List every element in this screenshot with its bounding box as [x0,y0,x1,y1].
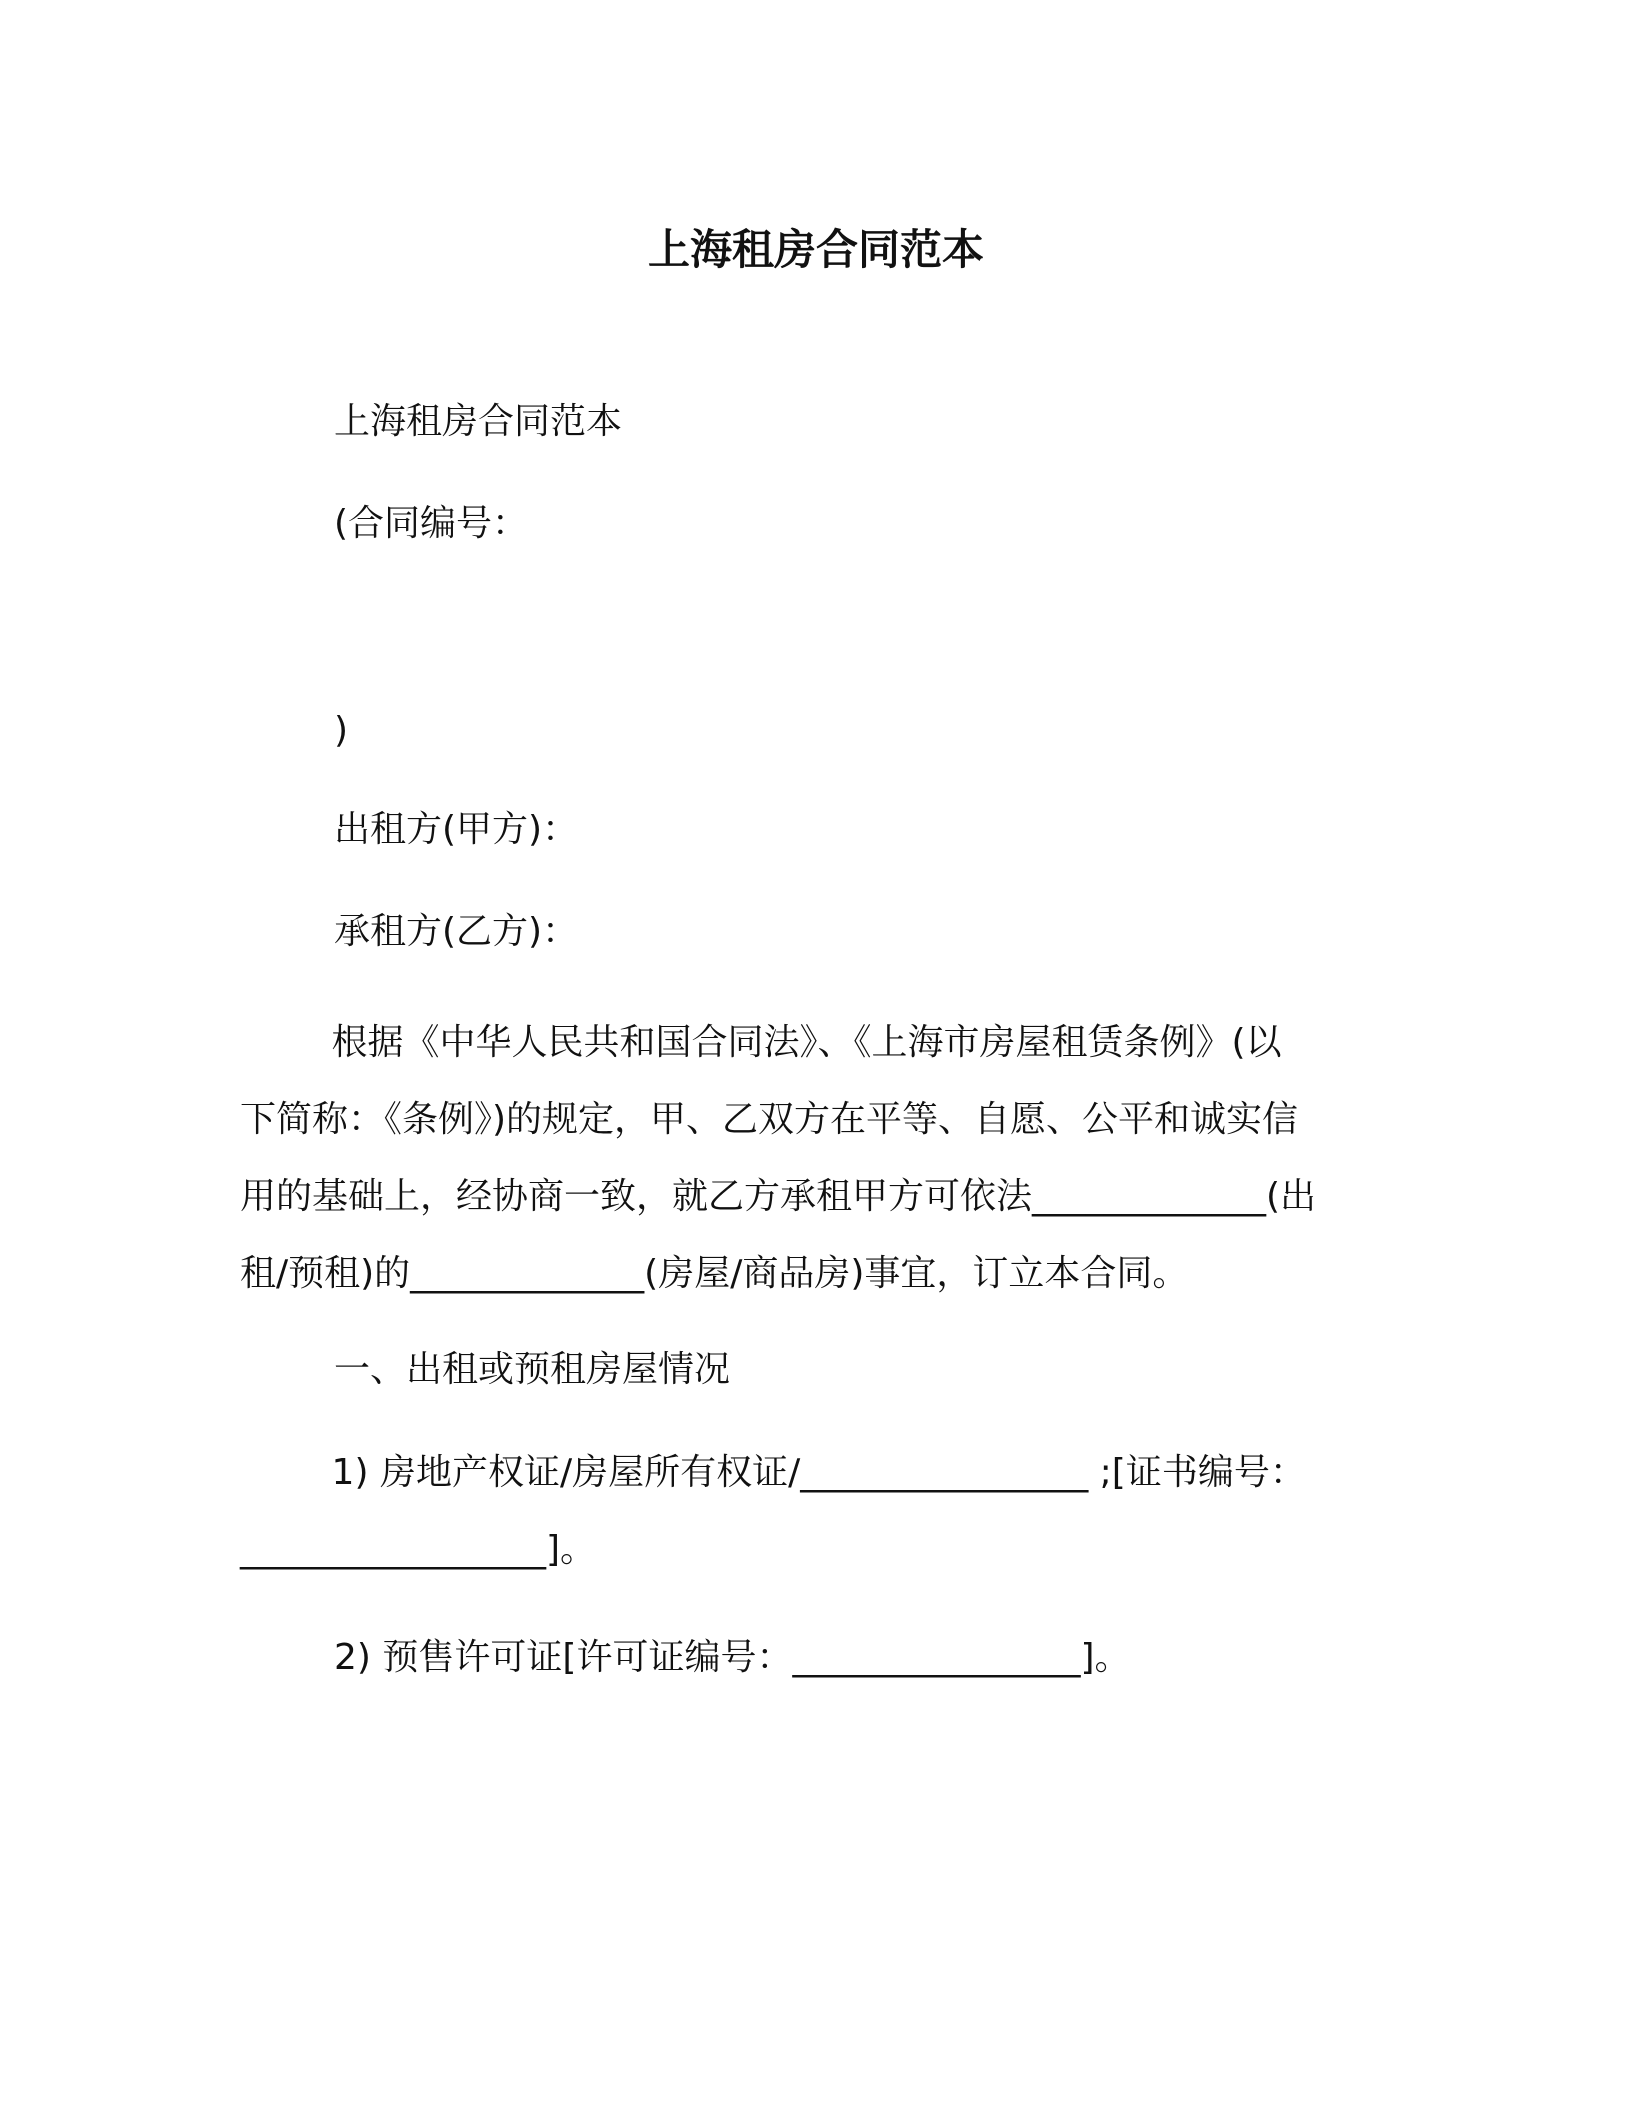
lessor-label: 出租方(甲方)： [334,809,579,850]
item-2-line: 2) 预售许可证[许可证编号：________________]。 [334,1637,1131,1678]
intro-line: 根据《中华人民共和国合同法》、《上海市房屋租赁条例》(以 [240,1022,1282,1063]
intro-paragraph [240,1004,1380,1312]
intro-line: 租/预租)的_____________(房屋/商品房)事宜，订立本合同。 [240,1253,1189,1294]
item-1-paragraph [240,1434,1380,1588]
item-1-line: 1) 房地产权证/房屋所有权证/________________ ;[证书编号： [240,1452,1306,1493]
intro-line: 用的基础上，经协商一致，就乙方承租甲方可依法_____________(出 [240,1176,1317,1217]
lessee-label: 承租方(乙方)： [334,911,579,952]
item-1-line: _________________]。 [240,1529,597,1570]
contract-number-label: (合同编号： [334,503,529,544]
section-heading: 一、出租或预租房屋情况 [334,1349,731,1390]
contract-number-close: ) [334,710,349,751]
document-subtitle: 上海租房合同范本 [334,401,623,442]
document-title: 上海租房合同范本 [647,225,984,274]
intro-line: 下简称：《条例》)的规定，甲、乙双方在平等、自愿、公平和诚实信 [240,1099,1299,1140]
